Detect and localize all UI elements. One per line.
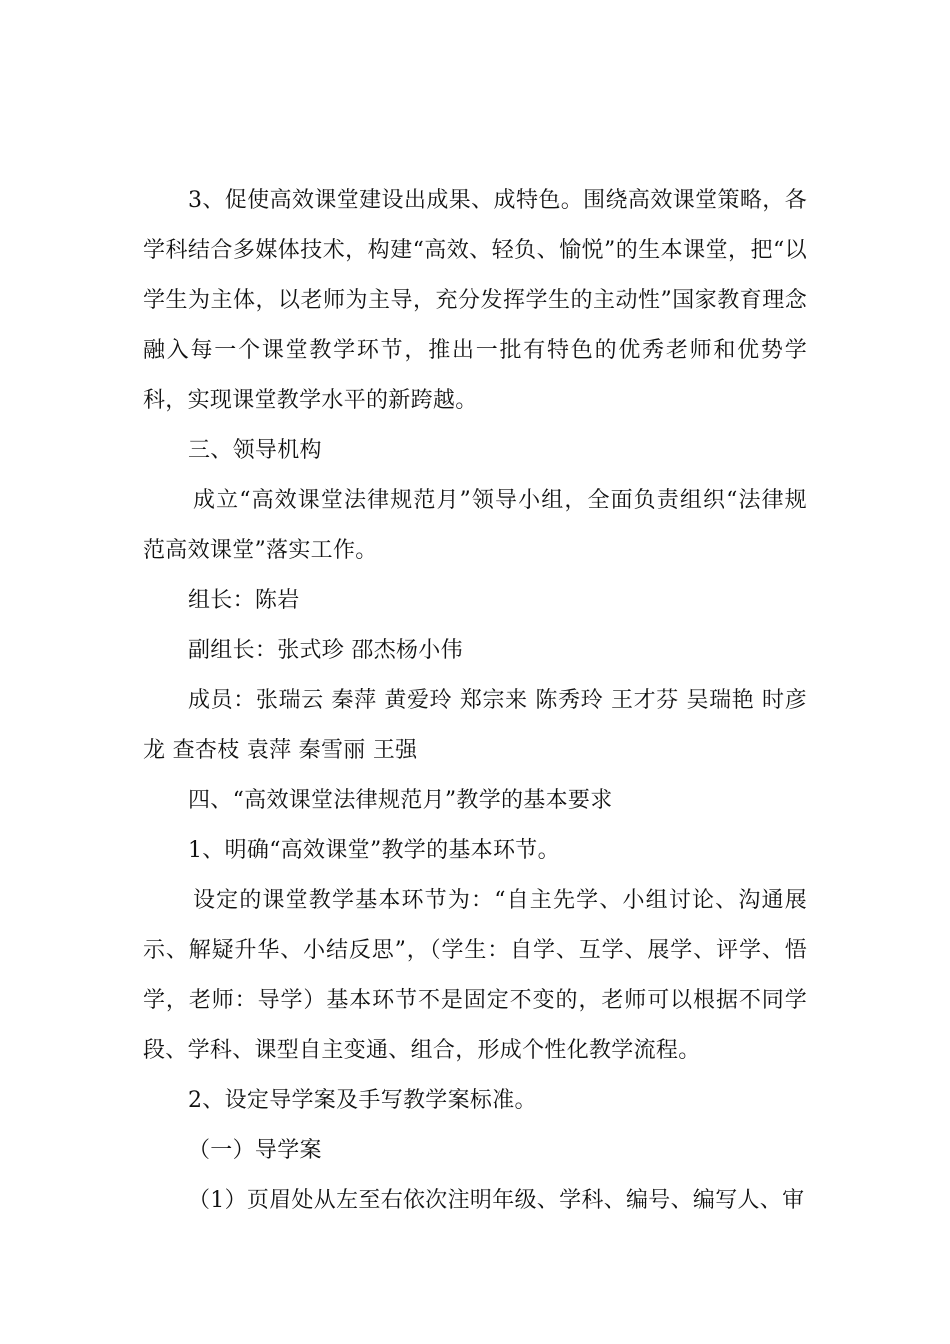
heading-leadership: 三、领导机构 — [188, 438, 322, 463]
paragraph-deputy-leaders: 副组长：张式珍 邵杰杨小伟 — [188, 638, 463, 663]
paragraph-requirement-2: 2、设定导学案及手写教学案标准。 — [188, 1088, 537, 1113]
paragraph-requirement-1: 1、明确“高效课堂”教学的基本环节。 — [188, 838, 560, 863]
document-body — [143, 176, 807, 1226]
paragraph-header-rule: （1）页眉处从左至右依次注明年级、学科、编号、编写人、审 — [188, 1188, 805, 1213]
paragraph-members: 成员：张瑞云 秦萍 黄爱玲 郑宗来 陈秀玲 王才芬 吴瑞艳 时彦龙 查杏枝 袁萍 秦雪丽 王强 — [143, 688, 807, 763]
paragraph-basic-steps: 设定的课堂教学基本环节为：“自主先学、小组讨论、沟通展示、解疑升华、小结反思”，（学生：自学、互学、展学、评学、悟学，老师：导学）基本环节不是固定不变的，老师可以根据不同学段、学科、课型自主变通、组合，形成个性化教学流程。 — [143, 888, 807, 1063]
heading-basic-requirements: 四、“高效课堂法律规范月”教学的基本要求 — [188, 788, 613, 813]
heading-guided-plan: （一）导学案 — [188, 1138, 322, 1163]
paragraph-group-leader: 组长：陈岩 — [188, 588, 300, 613]
paragraph-goal-3: 3、促使高效课堂建设出成果、成特色。围绕高效课堂策略，各学科结合多媒体技术，构建“高效、轻负、愉悦”的生本课堂，把“以学生为主体，以老师为主导，充分发挥学生的主动性”国家教育理念融入每一个课堂教学环节，推出一批有特色的优秀老师和优势学科，实现课堂教学水平的新跨越。 — [143, 188, 807, 413]
paragraph-leadership-group: 成立“高效课堂法律规范月”领导小组，全面负责组织“法律规范高效课堂”落实工作。 — [143, 488, 807, 563]
